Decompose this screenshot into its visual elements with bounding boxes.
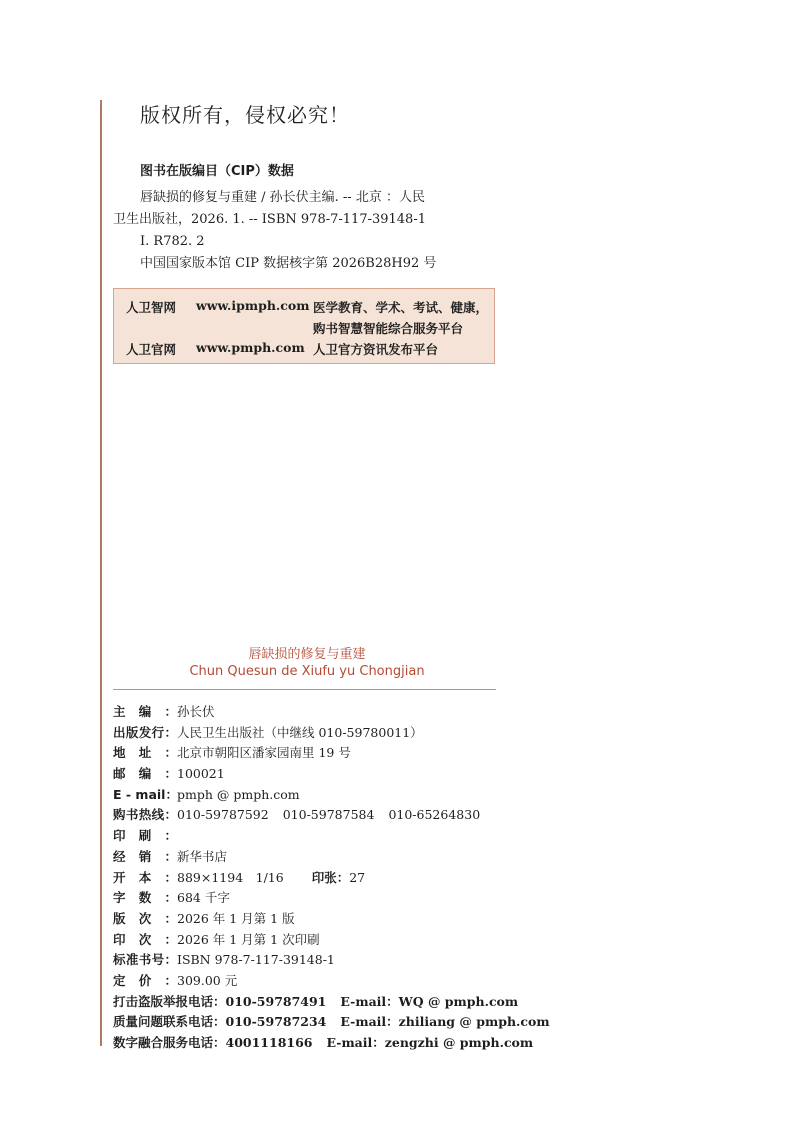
imprint-row — [113, 764, 550, 785]
margin-rule — [100, 100, 102, 1046]
imprint-value: 010-59787592 — [177, 807, 269, 823]
imprint-row — [113, 930, 550, 951]
imprint-row — [113, 888, 550, 909]
imprint-row — [113, 909, 550, 930]
imprint-row — [113, 1033, 550, 1054]
imprint-value: ISBN 978-7-117-39148-1 — [177, 952, 335, 968]
imprint-value: 2026 年 1 月第 1 次印刷 — [177, 931, 320, 947]
platform-url[interactable]: www.pmph.com — [196, 340, 305, 355]
imprint-label: 出版发行： — [113, 724, 177, 740]
book-title-chinese: 唇缺损的修复与重建 — [248, 647, 366, 662]
imprint-label: E-mail： — [340, 1014, 399, 1030]
imprint-label: 印次： — [113, 931, 177, 947]
imprint-label: 质量问题联系电话： — [113, 1014, 226, 1030]
platform-name: 人卫智网 — [126, 300, 177, 315]
imprint-label: 数字融合服务电话： — [113, 1035, 226, 1050]
imprint-label: 标准书号： — [113, 952, 177, 968]
imprint-row — [113, 702, 550, 723]
imprint-row — [113, 805, 550, 826]
imprint-value: 010-59787234 — [225, 1014, 327, 1030]
imprint-row — [113, 950, 550, 971]
platform-desc: 购书智慧智能综合服务平台 — [313, 321, 464, 336]
imprint-value: 2026 年 1 月第 1 版 — [177, 910, 295, 926]
imprint-value: WQ @ pmph.com — [398, 993, 519, 1009]
imprint-label: E - mail： — [113, 786, 178, 802]
platform-info-box — [113, 288, 495, 364]
platform-name: 人卫官网 — [126, 342, 177, 357]
imprint-value: 27 — [349, 869, 366, 885]
imprint-label: 地址： — [113, 745, 177, 761]
platform-url[interactable]: www.ipmph.com — [196, 298, 310, 313]
imprint-block — [113, 702, 550, 1054]
imprint-value: 010-59787584 — [282, 807, 375, 823]
imprint-value: zhiliang @ pmph.com — [398, 1014, 550, 1030]
imprint-row — [113, 743, 550, 764]
imprint-label: 印张： — [311, 869, 350, 885]
cip-block — [113, 187, 473, 275]
imprint-value: 889×1194 1/16 — [177, 869, 284, 885]
title-divider — [113, 689, 496, 690]
cip-line: Ⅰ. R782. 2 — [140, 234, 205, 249]
imprint-row — [113, 1012, 550, 1033]
imprint-label: 购书热线： — [113, 807, 177, 823]
imprint-label: 打击盗版举报电话： — [113, 993, 226, 1009]
imprint-value: 新华书店 — [177, 848, 228, 864]
platform-desc: 人卫官方资讯发布平台 — [313, 342, 439, 357]
imprint-value: 孙长伏 — [177, 704, 215, 719]
imprint-value: 684 千字 — [177, 890, 230, 906]
imprint-label: 开本： — [113, 869, 177, 885]
imprint-value: 010-65264830 — [388, 807, 481, 823]
imprint-label: E-mail： — [326, 1035, 385, 1050]
imprint-value: 北京市朝阳区潘家园南里 19 号 — [177, 745, 351, 761]
cip-heading: 图书在版编目（CIP）数据 — [140, 164, 294, 179]
imprint-row — [113, 723, 550, 744]
cip-line: 唇缺损的修复与重建 / 孙长伏主编. -- 北京 ：人民 — [140, 190, 425, 205]
copyright-notice: 版权所有，侵权必究！ — [140, 103, 350, 127]
platform-desc: 医学教育、学术、考试、健康， — [313, 300, 489, 315]
imprint-row — [113, 868, 550, 889]
imprint-label: 主编： — [113, 704, 177, 719]
imprint-row — [113, 847, 550, 868]
imprint-row — [113, 971, 550, 992]
imprint-value: 4001118166 — [225, 1035, 313, 1050]
imprint-label: 印刷： — [113, 828, 177, 844]
imprint-label: 版次： — [113, 910, 177, 926]
imprint-label: 字数： — [113, 890, 177, 906]
imprint-value: 100021 — [177, 766, 225, 782]
imprint-value: 309.00 元 — [177, 972, 238, 988]
imprint-row — [113, 785, 550, 806]
cip-line: 中国国家版本馆 CIP 数据核字第 2026B28H92 号 — [140, 256, 437, 271]
imprint-value: pmph @ pmph.com — [177, 786, 300, 802]
imprint-label: 邮编： — [113, 766, 177, 782]
imprint-label: 定价： — [113, 972, 177, 988]
imprint-label: 经销： — [113, 848, 177, 864]
imprint-value: 人民卫生出版社（中继线 010-59780011） — [177, 724, 423, 740]
imprint-row — [113, 826, 550, 847]
book-title-pinyin: Chun Quesun de Xiufu yu Chongjian — [189, 664, 425, 679]
imprint-label: E-mail： — [340, 993, 399, 1009]
imprint-row — [113, 992, 550, 1013]
imprint-value: zengzhi @ pmph.com — [384, 1035, 534, 1050]
imprint-value: 010-59787491 — [225, 993, 327, 1009]
cip-line: 卫生出版社，2026. 1. -- ISBN 978-7-117-39148-1 — [113, 212, 426, 227]
